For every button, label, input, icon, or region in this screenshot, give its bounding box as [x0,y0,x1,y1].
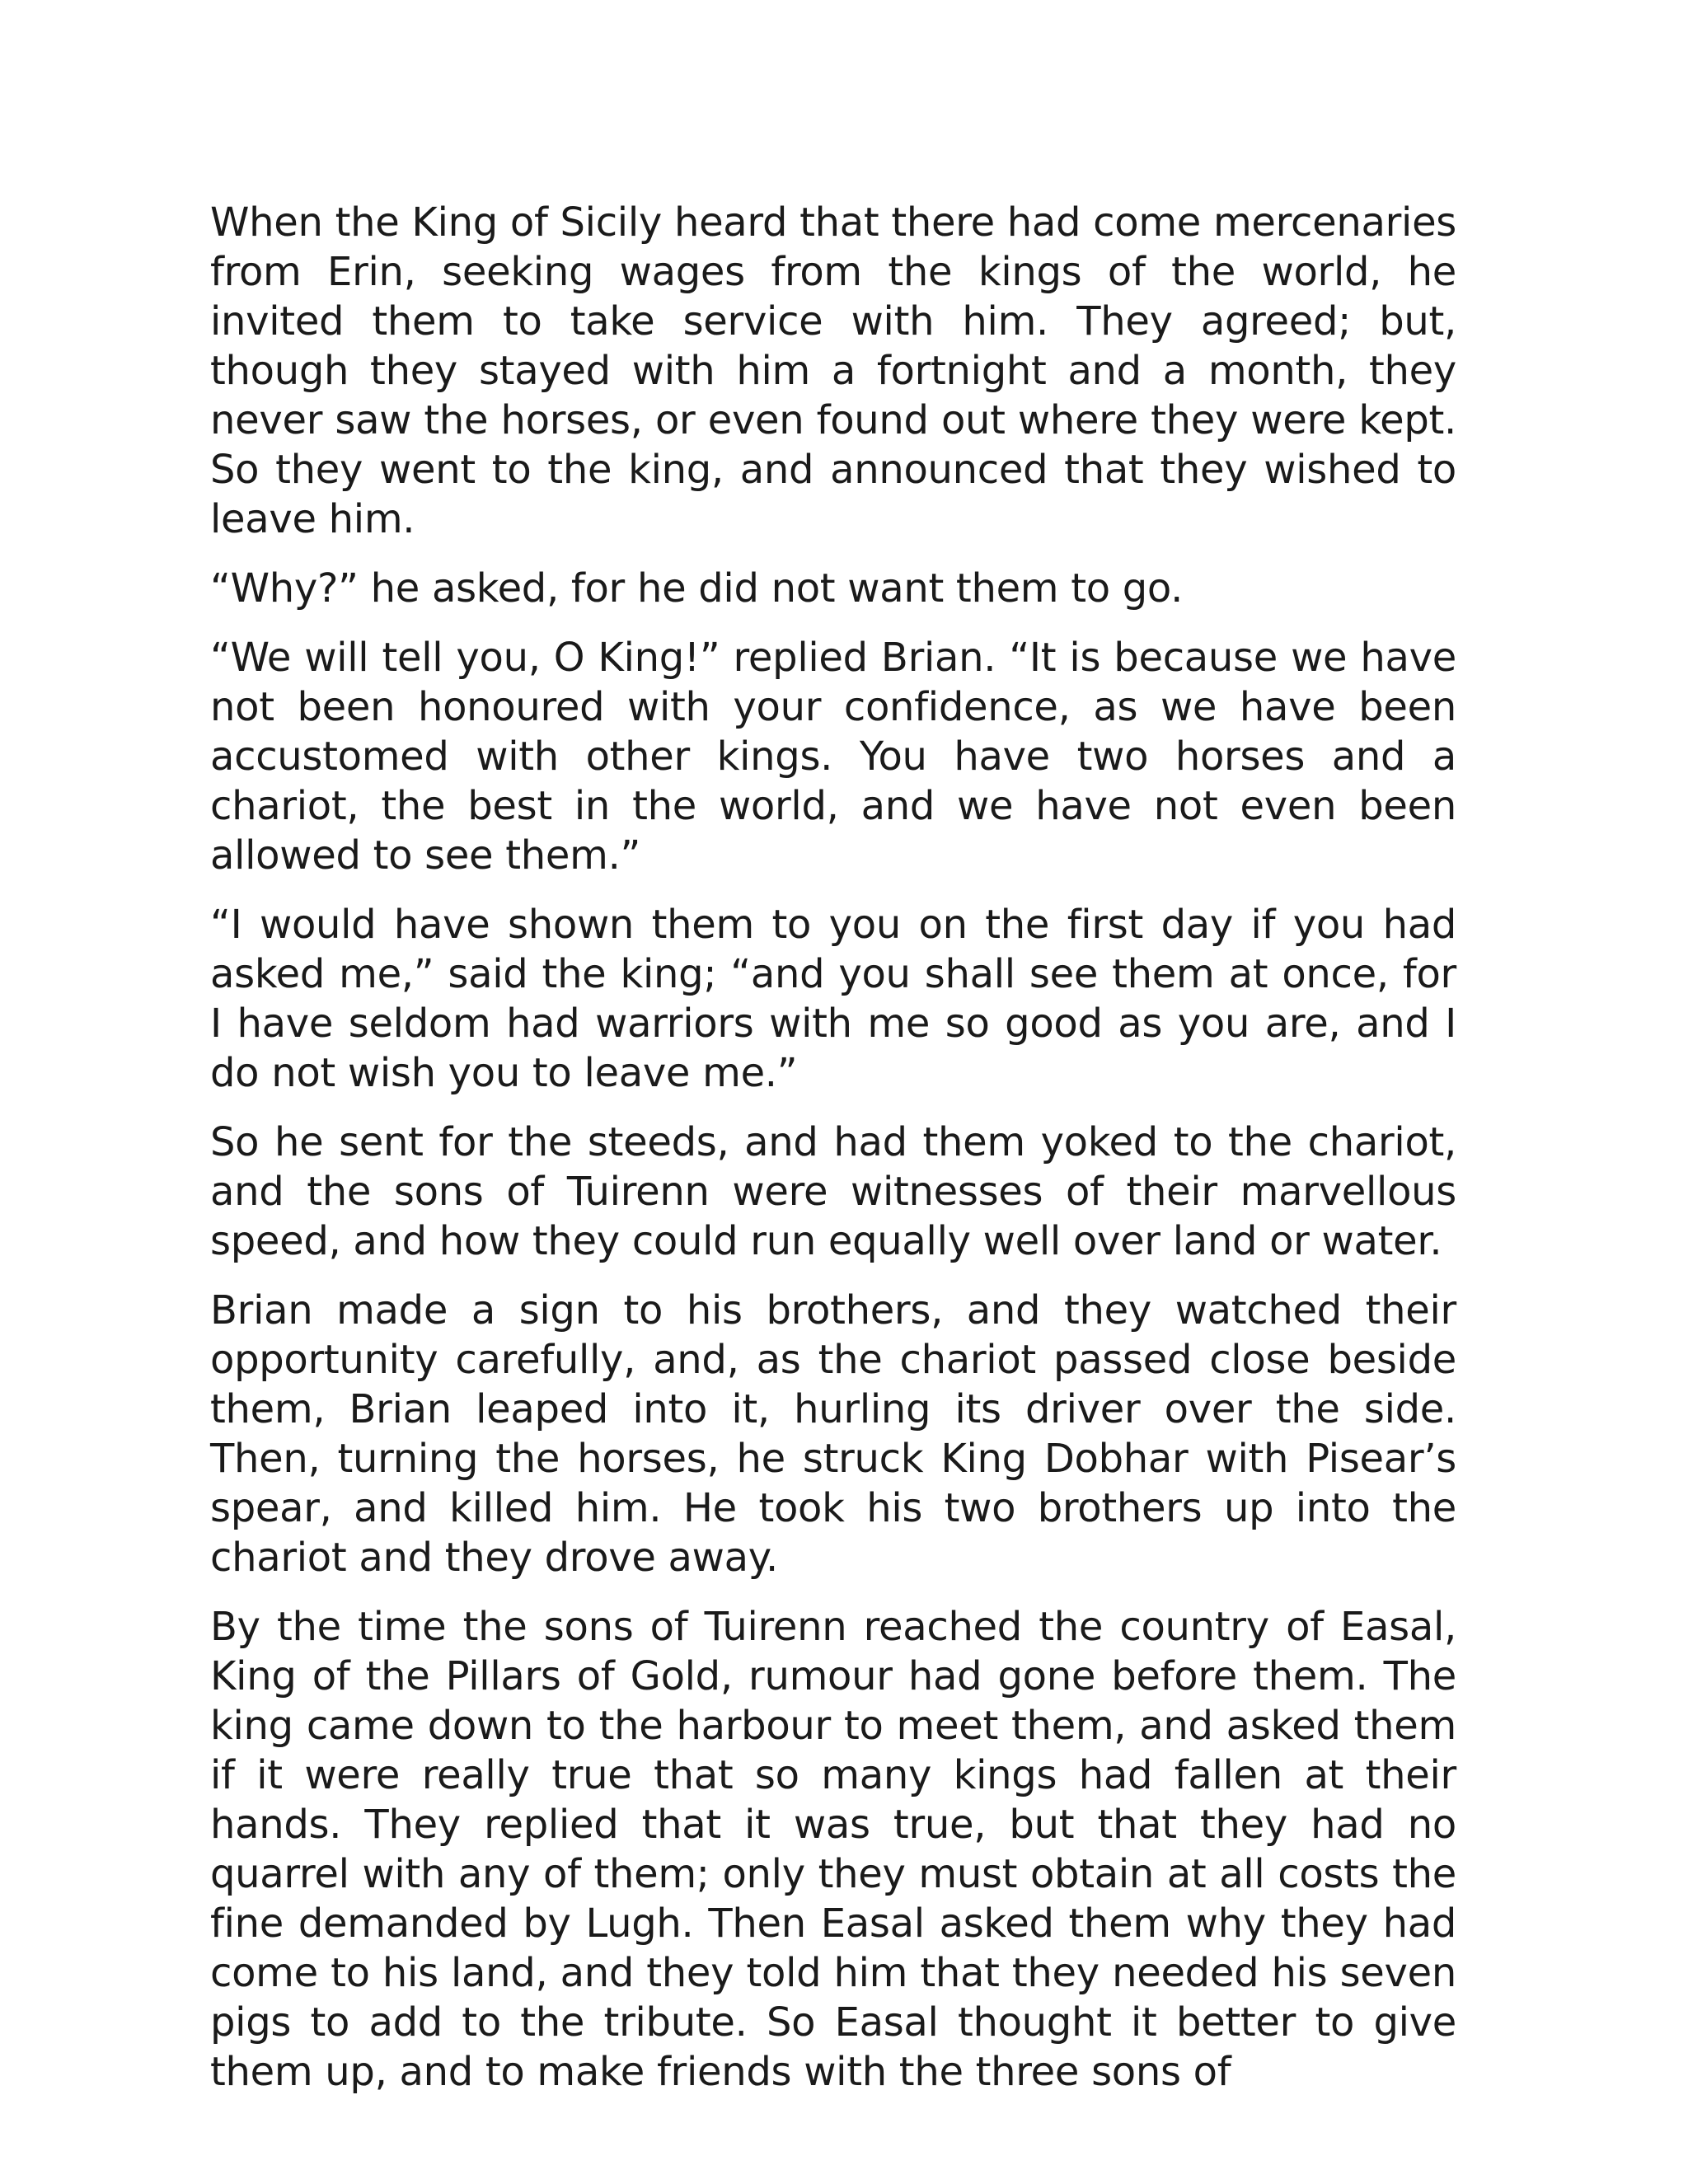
paragraph-7: By the time the sons of Tuirenn reached the country of Easal, King of the Pillars of Gold, rumour had gone before them. The king came down to the harbour to meet them, and asked them if it were really true that so many kings had fallen at their hands. They replied that it was true, but that they had no quarrel with any of them; only they must obtain at all costs the fine demanded by Lugh. Then Easal asked them why they had come to his land, and they told him that they needed his seven pigs to add to the tribute. So Easal thought it better to give them up, and to make friends with the three sons of [210,1604,1456,2095]
paragraph-3: “We will tell you, O King!” replied Brian. “It is because we have not been honoured with your confidence, as we have been accustomed with other kings. You have two horses and a chariot, the best in the world, and we have not even been allowed to see them.” [210,635,1456,879]
paragraph-4: “I would have shown them to you on the first day if you had asked me,” said the king; “and you shall see them at once, for I have seldom had warriors with me so good as you are, and I do not wish you to leave me.” [210,902,1456,1096]
paragraph-5: So he sent for the steeds, and had them yoked to the chariot, and the sons of Tuirenn were witnesses of their marvellous speed, and how they could run equally well over land or water. [210,1119,1456,1264]
paragraph-1: When the King of Sicily heard that there had come mercenaries from Erin, seeking wages from the kings of the world, he invited them to take service with him. They agreed; but, though they stayed with him a fortnight and a month, they never saw the horses, or even found out where they were kept. So they went to the king, and announced that they wished to leave him. [210,199,1457,542]
paragraph-6: Brian made a sign to his brothers, and they watched their opportunity carefully, and, as the chariot passed close beside them, Brian leaped into it, hurling its driver over the side. Then, turning the horses, he struck King Dobhar with Pisear’s spear, and killed him. He took his two brothers up into the chariot and they drove away. [210,1287,1456,1581]
body-text [210,198,1456,2116]
paragraph-2: “Why?” he asked, for he did not want them to go. [210,565,1184,612]
